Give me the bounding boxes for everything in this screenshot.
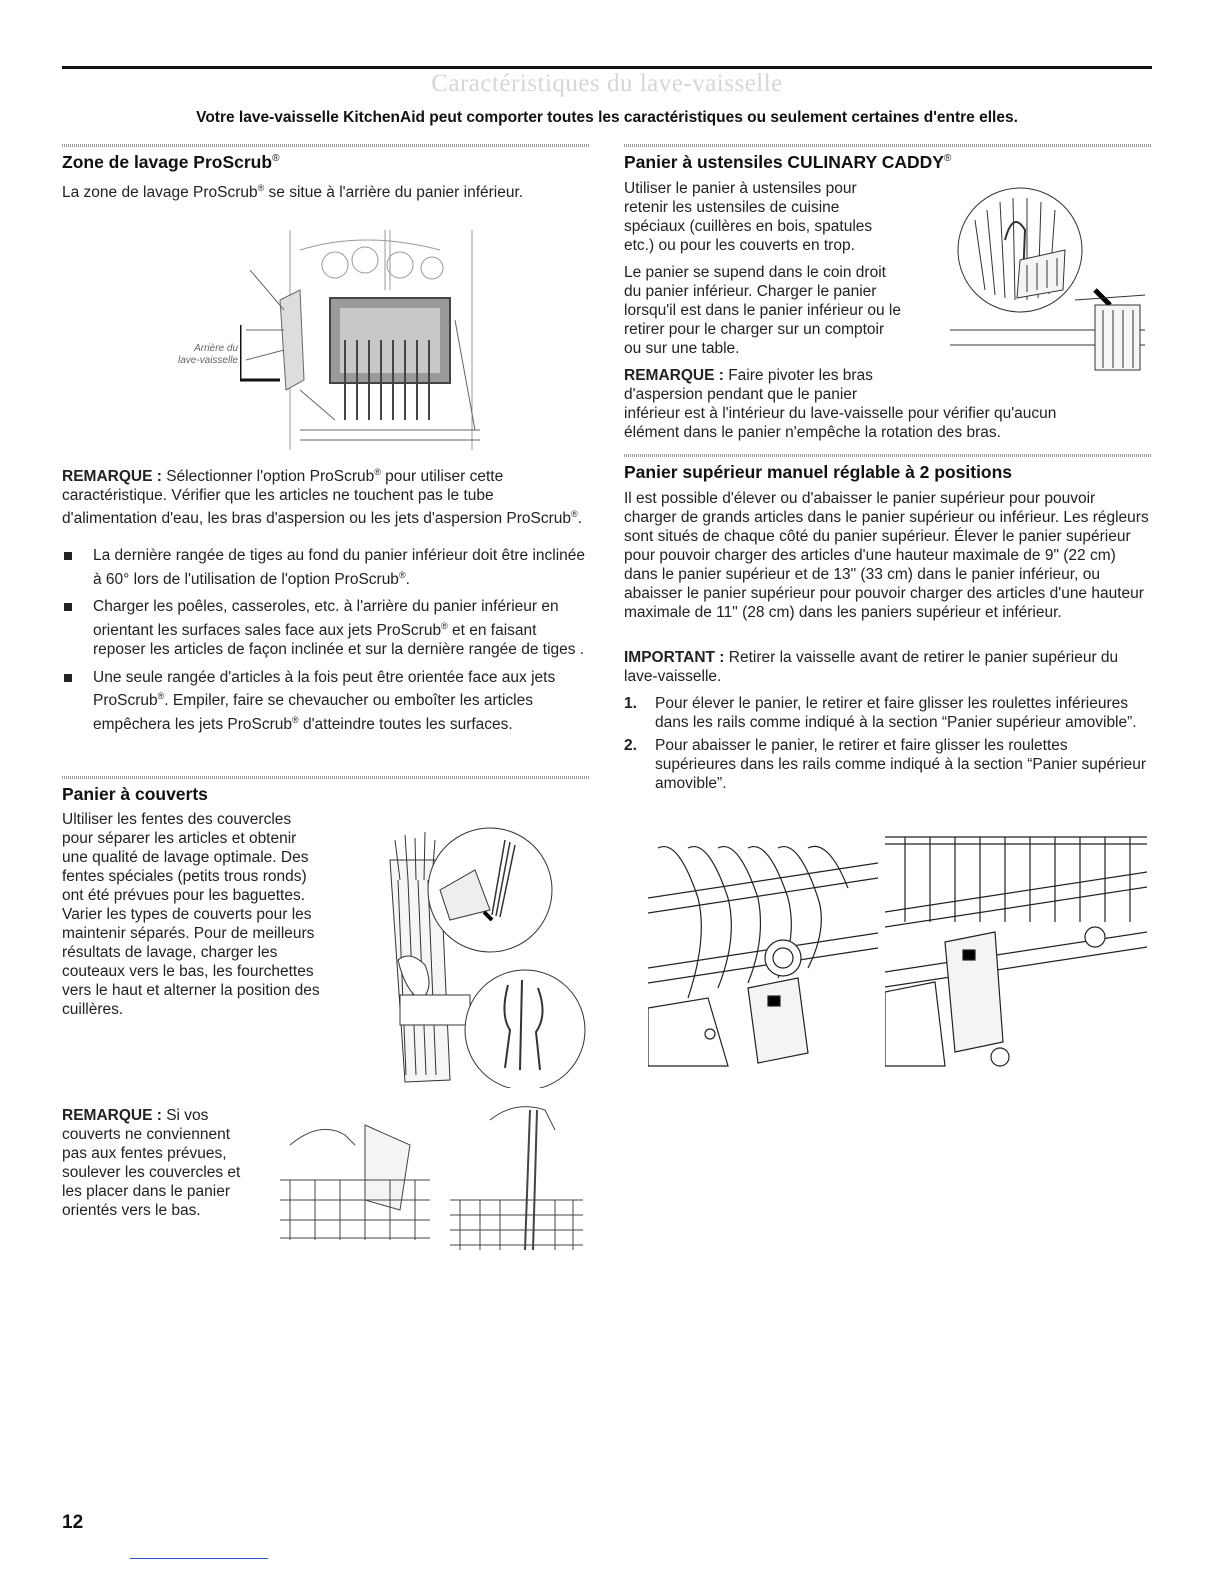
page-number: 12	[62, 1512, 84, 1533]
rack-steps	[624, 694, 1148, 797]
rack-body: Il est possible d'élever ou d'abaisser le panier supérieur pour pouvoir charger de grands articles dans le panier supérieur ou inférieur. Les régleurs sont situés de chaque côté du panier supérieur. Élever le panier supérieur pour pouvoir charger des articles d'une hauteur maximale de 9" (22 cm) dans le panier supérieur et de 13" (33 cm) dans le panier inférieur, ou abaisser le panier supérieur pour pouvoir charger des articles d'une hauteur maximale de 11" (28 cm) dans les paniers supérieur et inférieur.	[624, 490, 1149, 621]
list-item: Charger les poêles, casseroles, etc. à l'arrière du panier inférieur en orientant les surfaces sales face aux jets ProScrub® et en faisant reposer les articles de façon inclinée et sur la dernière rangée de tiges .	[62, 597, 590, 660]
section-divider	[62, 144, 589, 147]
basket-lid-down-illustration	[445, 1100, 585, 1255]
proscrub-bullet-list	[62, 546, 590, 743]
proscrub-zone-illustration	[240, 230, 490, 450]
top-rule	[62, 66, 1152, 69]
list-item: La dernière rangée de tiges au fond du panier inférieur doit être inclinée à 60° lors de l'utilisation de l'option ProScrub®.	[62, 546, 590, 589]
caddy-heading: Panier à ustensiles CULINARY CADDY®	[624, 152, 952, 172]
footer-line	[130, 1558, 268, 1559]
basket-lid-open-illustration	[270, 1100, 440, 1255]
rack-important: IMPORTANT : Retirer la vaisselle avant de retirer le panier supérieur du lave-vaisselle.	[624, 649, 1119, 685]
section-divider	[624, 144, 1152, 147]
list-item: 2. Pour abaisser le panier, le retirer et faire glisser les roulettes supérieures dans les rails comme indiqué à la section “Panier supérieur amovible”.	[624, 737, 1147, 792]
list-item: 1. Pour élever le panier, le retirer et faire glisser les roulettes inférieures dans les rails comme indiqué à la section “Panier supérieur amovible”.	[624, 695, 1137, 731]
caddy-para-1: Utiliser le panier à ustensiles pour retenir les ustensiles de cuisine spéciaux (cuillères en bois, spatules etc.) ou pour les couverts en trop.	[624, 180, 873, 254]
caddy-note: REMARQUE : Faire pivoter les bras d'aspersion pendant que le panier inférieur est à l'intérieur du lave-vaisselle pour vérifier qu'aucun élément dans le panier n'empêche la rotation des bras.	[624, 367, 1057, 441]
caddy-para-2: Le panier se supend dans le coin droit du panier inférieur. Charger le panier lorsqu'il est dans le panier inférieur ou le retirer pour le charger sur un comptoir ou sur une table.	[624, 264, 901, 357]
list-item: Une seule rangée d'articles à la fois peut être orientée face aux jets ProScrub®. Empiler, faire se chevaucher ou emboîter les articles empêchera les jets ProScrub® d'atteindre toutes les surfaces.	[62, 668, 590, 735]
couverts-heading: Panier à couverts	[62, 784, 208, 804]
figure-caption: Arrière du lave-vaisselle	[177, 343, 238, 366]
bullet-icon	[64, 674, 72, 682]
bullet-icon	[64, 603, 72, 611]
page-title: Caractéristiques du lave-vaisselle	[431, 70, 783, 97]
silverware-basket-illustration	[380, 820, 590, 1088]
section-divider	[62, 776, 589, 779]
proscrub-heading: Zone de lavage ProScrub®	[62, 152, 280, 172]
culinary-caddy-illustration	[945, 180, 1150, 380]
page-subtitle: Votre lave-vaisselle KitchenAid peut comporter toutes les caractéristiques ou seulement certaines d'entre elles.	[196, 109, 1018, 126]
proscrub-intro: La zone de lavage ProScrub® se situe à l'arrière du panier inférieur.	[62, 183, 524, 202]
rack-heading: Panier supérieur manuel réglable à 2 positions	[624, 462, 1013, 482]
couverts-note: REMARQUE : Si vos couverts ne conviennent pas aux fentes prévues, soulever les couvercles et les placer dans le panier orientés vers le bas.	[62, 1107, 241, 1219]
rack-lowered-illustration	[885, 832, 1150, 1068]
rack-raised-illustration	[648, 838, 880, 1068]
couverts-body: Ultiliser les fentes des couvercles pour séparer les articles et obtenir une qualité de lavage optimale. Des fentes spéciales (petits trous ronds) ont été prévues pour les baguettes. Varier les types de couverts pour les maintenir séparés. Pour de meilleurs résultats de lavage, charger les couteaux vers le bas, les fourchettes vers le haut et alterner la position des cuillères.	[62, 811, 320, 1018]
bullet-icon	[64, 552, 72, 560]
section-divider	[624, 454, 1152, 457]
proscrub-note: REMARQUE : Sélectionner l'option ProScrub® pour utiliser cette caractéristique. Vérifier que les articles ne touchent pas le tube d'alimentation d'eau, les bras d'aspersion ou les jets d'aspersion ProScrub®.	[62, 467, 582, 528]
